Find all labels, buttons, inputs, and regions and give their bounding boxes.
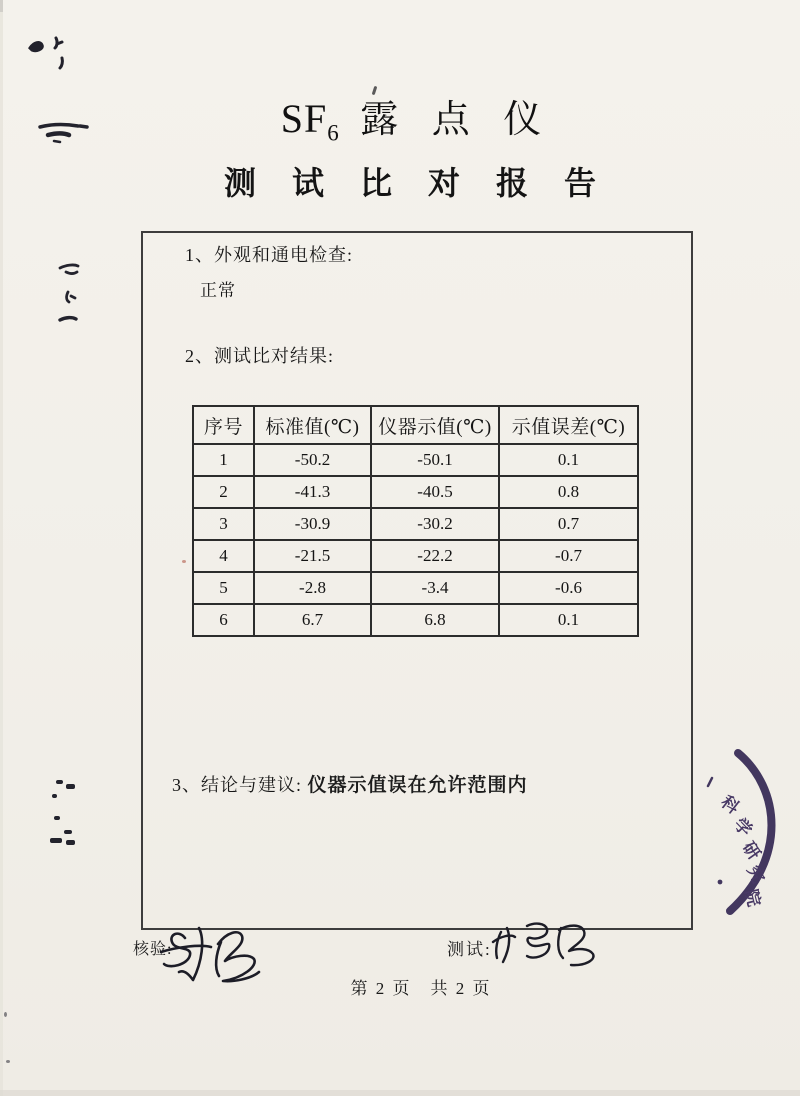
ink-scribble-artifact [24, 32, 72, 76]
cell-standard: -2.8 [254, 572, 371, 604]
seal-char: 学 [730, 814, 756, 841]
title-main: 露 点 仪 [360, 99, 554, 141]
seal-char: 研 [738, 838, 765, 864]
test-label: 测试: [447, 940, 492, 959]
col-header-standard: 标准值(℃) [254, 406, 371, 444]
cell-instrument: -3.4 [371, 572, 499, 604]
cell-index: 3 [193, 508, 254, 540]
seal-char: 院 [741, 887, 764, 909]
section-1-label: 1、外观和通电检查: [185, 245, 354, 265]
red-speck-artifact [182, 560, 186, 563]
section-1-result: 正常 [200, 281, 236, 300]
seal-char: 究 [743, 862, 768, 887]
cell-error: -0.6 [499, 572, 638, 604]
section-2-label: 2、测试比对结果: [185, 346, 335, 366]
title-subscript: 6 [327, 120, 339, 146]
page-title [0, 88, 800, 147]
cell-index: 1 [193, 444, 254, 476]
section-3-label: 3、结论与建议: [172, 775, 308, 795]
cell-index: 4 [193, 540, 254, 572]
cell-error: 0.7 [499, 508, 638, 540]
ink-smear-artifact [36, 120, 90, 146]
col-header-instrument: 仪器示值(℃) [371, 406, 499, 444]
cell-instrument: -40.5 [371, 476, 499, 508]
table-row [193, 476, 638, 508]
cell-instrument: -50.1 [371, 444, 499, 476]
verifier-signature [155, 922, 300, 986]
cell-standard: -41.3 [254, 476, 371, 508]
seal-dot [718, 880, 723, 885]
ink-dots-artifact [42, 772, 78, 858]
section-3-line [172, 770, 528, 797]
scan-edge-bottom [0, 1090, 800, 1096]
col-header-index: 序号 [193, 406, 254, 444]
col-header-error: 示值误差(℃) [499, 406, 638, 444]
table-header-row [193, 406, 638, 444]
seal-tick [708, 778, 712, 786]
speck-artifact [4, 1012, 7, 1017]
speck-artifact [6, 1060, 10, 1063]
title-prefix: SF [280, 96, 328, 141]
cell-error: 0.8 [499, 476, 638, 508]
cell-index: 2 [193, 476, 254, 508]
cell-standard: -21.5 [254, 540, 371, 572]
cell-instrument: -22.2 [371, 540, 499, 572]
cell-index: 5 [193, 572, 254, 604]
cell-index: 6 [193, 604, 254, 636]
cell-error: 0.1 [499, 444, 638, 476]
cell-instrument: -30.2 [371, 508, 499, 540]
ink-marks-artifact [52, 260, 82, 328]
seal-char: 科 [717, 792, 743, 818]
table-row [193, 604, 638, 636]
cell-standard: -30.9 [254, 508, 371, 540]
cell-standard: 6.7 [254, 604, 371, 636]
report-subtitle: 测 试 比 对 报 告 [223, 165, 610, 201]
table-row [193, 540, 638, 572]
table-row [193, 508, 638, 540]
section-3-conclusion: 仪器示值误在允许范围内 [307, 775, 528, 796]
table-row [193, 444, 638, 476]
comparison-table [192, 405, 639, 637]
table-row [193, 572, 638, 604]
cell-error: 0.1 [499, 604, 638, 636]
scan-edge-left [0, 0, 3, 1096]
cell-instrument: 6.8 [371, 604, 499, 636]
page-number: 第 2 页 共 2 页 [350, 979, 492, 998]
verify-label: 核验: [133, 941, 173, 958]
cell-error: -0.7 [499, 540, 638, 572]
cell-standard: -50.2 [254, 444, 371, 476]
official-seal-stamp [686, 746, 800, 918]
